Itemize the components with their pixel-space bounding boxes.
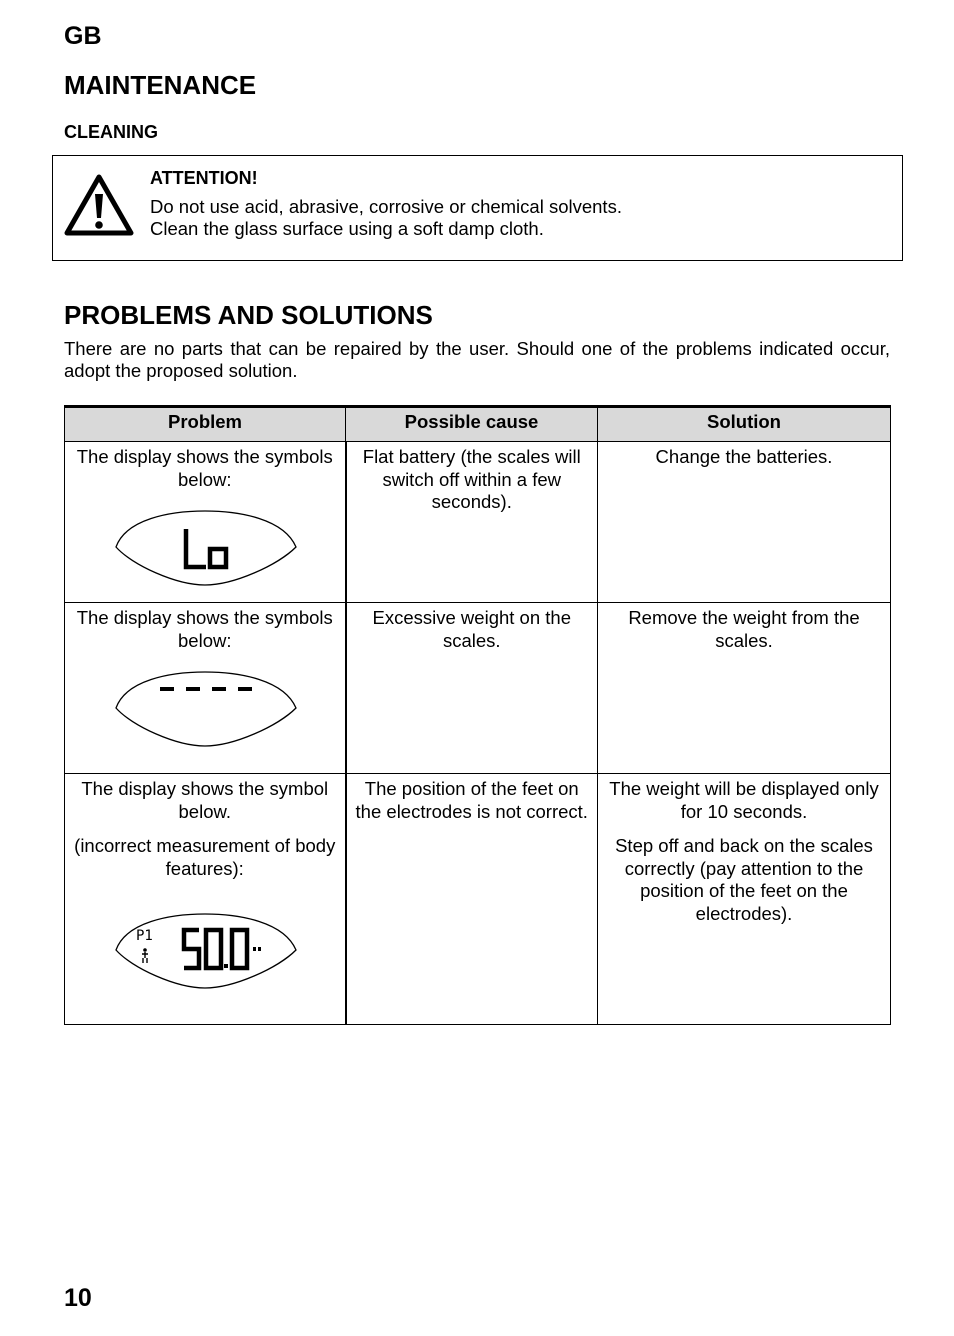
solution-cell	[598, 774, 891, 1025]
problem-text: The display shows the symbols below:	[76, 607, 333, 651]
table-row	[65, 603, 891, 774]
subsection-title-cleaning: CLEANING	[64, 122, 158, 142]
solution-text: Remove the weight from the scales.	[628, 607, 860, 651]
lcd-display-icon	[110, 668, 300, 750]
lcd-indicator: P1	[135, 928, 153, 944]
solution-cell	[598, 442, 891, 603]
problems-table	[64, 405, 891, 1025]
column-header-problem: Problem	[65, 407, 346, 442]
cause-cell: Flat battery (the scales will switch off within a few seconds).	[346, 442, 598, 603]
cause-cell: Excessive weight on the scales.	[346, 603, 598, 774]
problem-text: The display shows the symbols below:	[76, 446, 333, 490]
problem-note: (incorrect measurement of body features):	[74, 835, 336, 879]
attention-box	[52, 155, 903, 261]
attention-line: Clean the glass surface using a soft damp cloth.	[150, 218, 544, 239]
section-title-problems: PROBLEMS AND SOLUTIONS	[64, 300, 433, 330]
problem-cell	[65, 774, 346, 1025]
column-header-cause: Possible cause	[346, 407, 598, 442]
solution-text: Change the batteries.	[655, 446, 833, 467]
solution-cell	[598, 603, 891, 774]
page-number: 10	[64, 1284, 92, 1312]
lcd-display-icon	[110, 507, 300, 589]
attention-title: ATTENTION!	[150, 168, 258, 188]
problem-text: The display shows the symbol below.	[81, 778, 329, 822]
lcd-display-icon	[110, 910, 300, 992]
cause-cell: The position of the feet on the electrodes is not correct.	[346, 774, 598, 1025]
section-title-maintenance: MAINTENANCE	[64, 70, 257, 100]
solution-text: Step off and back on the scales correctly (pay attention to the position of the feet on the electrodes).	[615, 835, 873, 924]
problems-intro: There are no parts that can be repaired by the user. Should one of the problems indicated occur, adopt the proposed solution.	[64, 338, 890, 381]
column-header-solution: Solution	[598, 407, 891, 442]
language-code: GB	[64, 22, 102, 50]
table-row	[65, 442, 891, 603]
problem-cell	[65, 442, 346, 603]
attention-line: Do not use acid, abrasive, corrosive or chemical solvents.	[150, 196, 622, 217]
problem-cell	[65, 603, 346, 774]
warning-triangle-icon	[63, 172, 135, 238]
table-header-row	[65, 407, 891, 442]
solution-text: The weight will be displayed only for 10 seconds.	[609, 778, 879, 822]
table-row	[65, 774, 891, 1025]
